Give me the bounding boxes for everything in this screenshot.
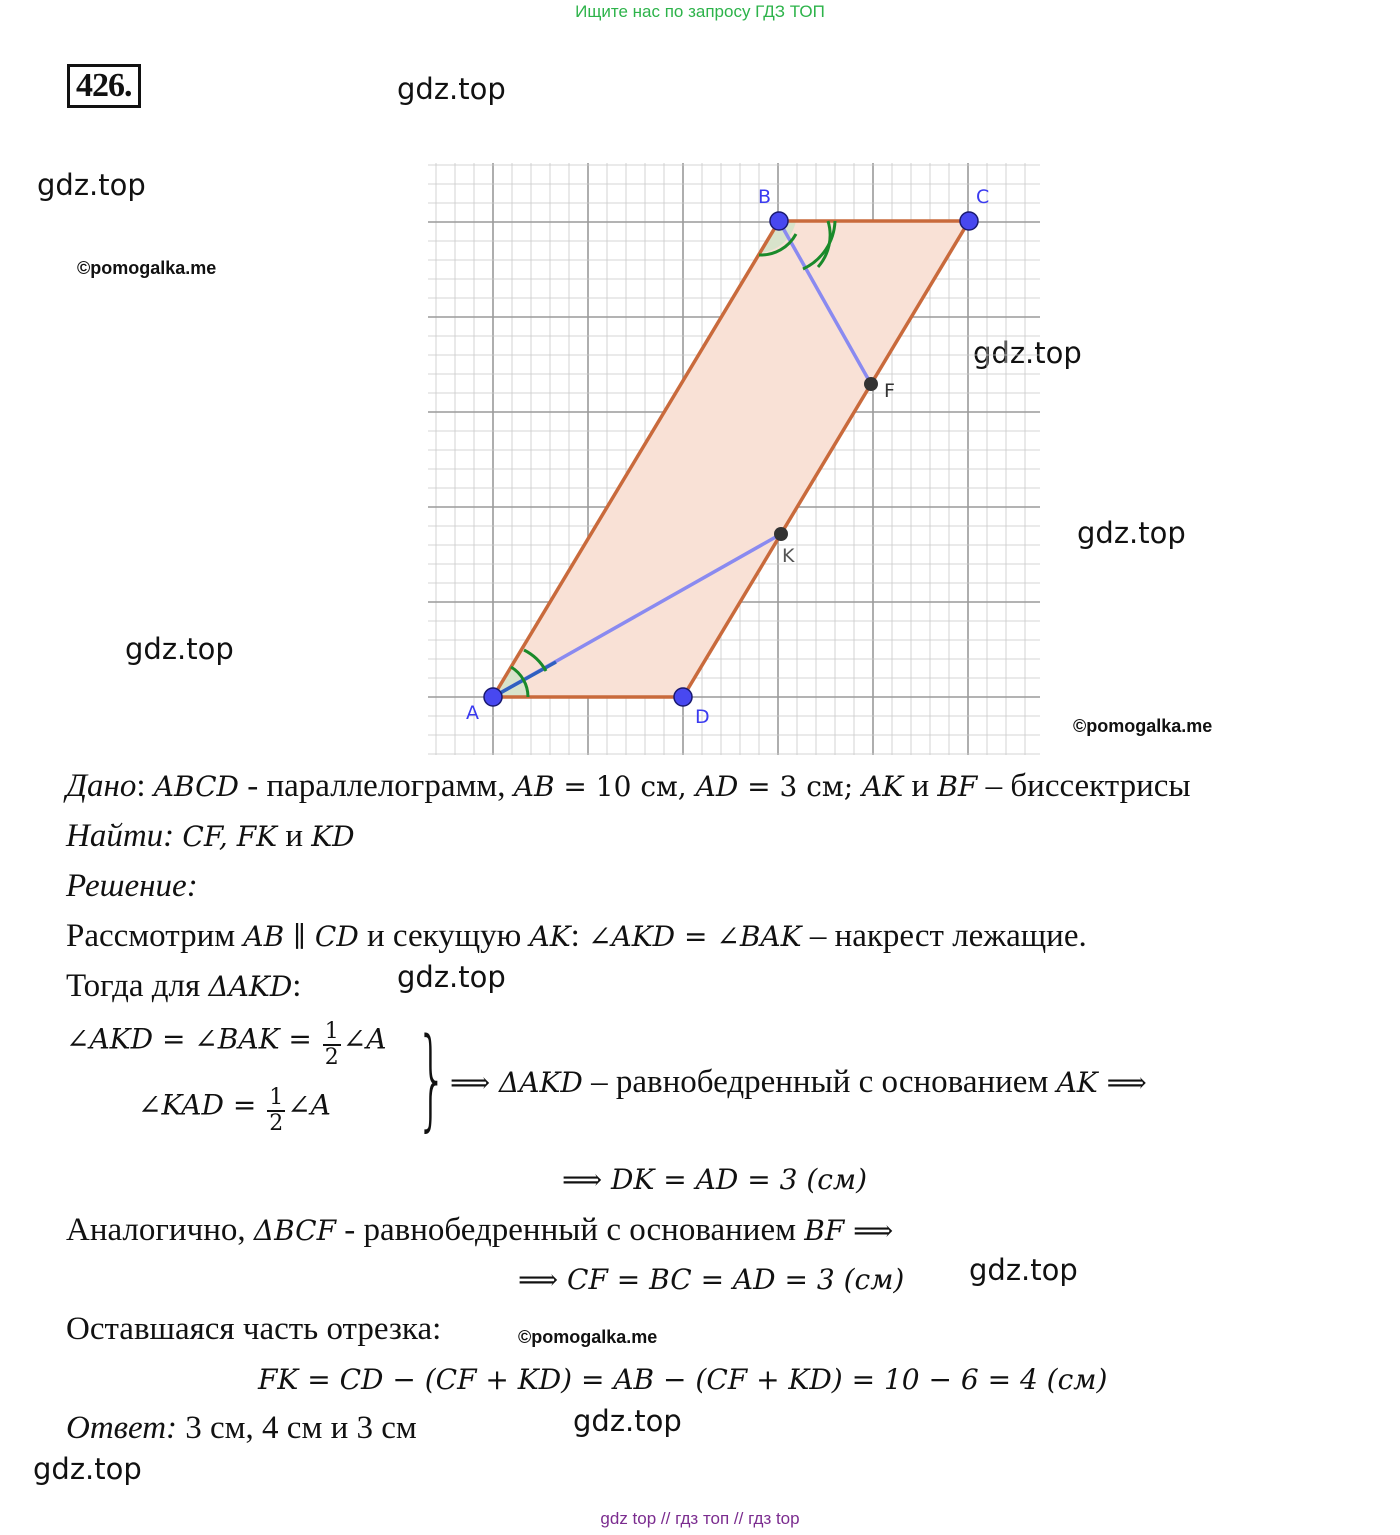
- fk-line: FK = CD − (CF + KD) = AB − (CF + KD) = 10 − 6 = 4 (см): [258, 1363, 1108, 1396]
- watermark-text: gdz.top: [125, 632, 234, 666]
- parallelogram-diagram: [428, 163, 1040, 755]
- label-f: F: [884, 380, 895, 402]
- implies-line: ⟹ ΔAKD – равнобедренный с основанием AK ⟹: [450, 1064, 1147, 1100]
- vertex-c: [960, 212, 978, 230]
- watermark-text: gdz.top: [397, 960, 506, 994]
- footer-links: gdz top // гдз топ // гдз top: [600, 1509, 800, 1528]
- answer-label: Ответ:: [66, 1410, 178, 1446]
- cf-line: ⟹ CF = BC = AD = 3 (см): [518, 1263, 905, 1296]
- solution-label: Решение:: [66, 868, 198, 904]
- watermark-text: gdz.top: [397, 72, 506, 106]
- then-line: Тогда для ΔAKD:: [66, 968, 302, 1004]
- watermark-text: gdz.top: [33, 1452, 142, 1486]
- given-label: Дано: [66, 768, 137, 804]
- top-banner: Ищите нас по запросу ГДЗ ТОП: [575, 2, 825, 21]
- parallelogram-fill: [493, 221, 969, 697]
- find-label: Найти:: [66, 818, 183, 854]
- label-k: K: [782, 545, 795, 567]
- find-line: Найти: CF, FK и KD: [66, 818, 355, 854]
- remain-line: Оставшаяся часть отрезка:: [66, 1311, 442, 1347]
- system-line-2: ∠KAD = $\frac{1}{2}$ ∠A: [138, 1085, 331, 1136]
- vertex-b: [770, 212, 788, 230]
- analog-line: Аналогично, ΔBCF - равнобедренный с основанием BF ⟹: [66, 1212, 894, 1248]
- label-d: D: [695, 706, 710, 728]
- vertex-d: [674, 688, 692, 706]
- problem-number: 426.: [67, 64, 141, 108]
- vertex-a: [484, 688, 502, 706]
- given-line: Дано: ABCD - параллелограмм, AB = 10 см, AD = 3 см; AK и BF – биссектрисы: [66, 768, 1191, 804]
- copyright-text: ©pomogalka.me: [77, 258, 217, 278]
- watermark-text: gdz.top: [969, 1253, 1078, 1287]
- point-f: [864, 377, 878, 391]
- watermark-text: gdz.top: [1077, 516, 1186, 550]
- copyright-text: ©pomogalka.me: [1073, 716, 1213, 736]
- dk-line: ⟹ DK = AD = 3 (см): [562, 1163, 868, 1196]
- label-a: A: [466, 702, 479, 724]
- consider-line: Рассмотрим AB ∥ CD и секущую AK: ∠AKD = ∠BAK – накрест лежащие.: [66, 918, 1087, 954]
- watermark-text: gdz.top: [573, 1404, 682, 1438]
- point-k: [774, 527, 788, 541]
- watermark-text: gdz.top: [973, 336, 1082, 370]
- fraction-half: $\frac{1}{2}$: [269, 1085, 284, 1136]
- copyright-text: ©pomogalka.me: [518, 1327, 658, 1347]
- fraction-half: $\frac{1}{2}$: [324, 1019, 339, 1070]
- watermark-text: gdz.top: [37, 168, 146, 202]
- label-b: B: [758, 186, 772, 208]
- label-c: C: [976, 186, 990, 208]
- system-line-1: ∠AKD = ∠BAK = $\frac{1}{2}$ ∠A: [66, 1019, 387, 1070]
- answer-line: Ответ: 3 см, 4 см и 3 см: [66, 1410, 417, 1446]
- system-brace: }: [416, 1014, 448, 1142]
